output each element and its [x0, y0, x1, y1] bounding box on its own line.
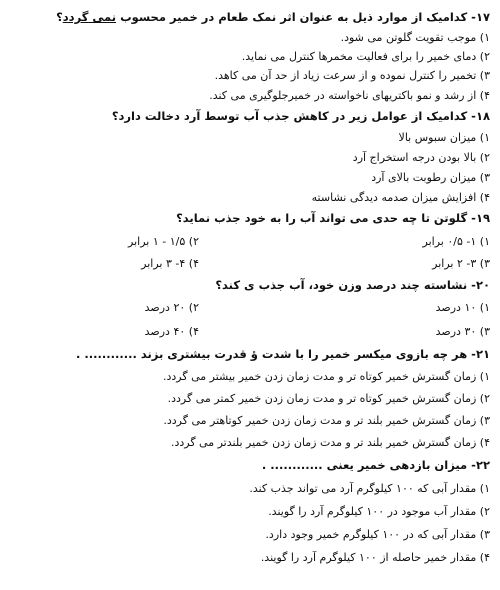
q20-option-4: ۴) ۴۰ درصد [144, 325, 199, 338]
q19-options-row-1 [8, 232, 490, 251]
question-22-title: ۲۲- میزان بازدهی خمیر یعنی ............ . [261, 458, 490, 472]
q18-option-2: ۲) بالا بودن درجه استخراج آرد [352, 151, 490, 164]
q19-option-3: ۳) ۳- ۲ برابر [432, 257, 490, 270]
q17-option-3: ۳) تخمیر را کنترل نموده و از سرعت زیاد از حد آن می کاهد. [214, 69, 490, 82]
q20-option-2: ۲) ۲۰ درصد [144, 301, 199, 314]
q17-option-2: ۲) دمای خمیر را برای فعالیت مخمرها کنترل می نماید. [241, 50, 490, 63]
question-20-title: ۲۰- نشاسته چند درصد وزن خود، آب جذب ی کند؟ [215, 278, 490, 292]
q20-option-3: ۳) ۳۰ درصد [435, 325, 490, 338]
q18-option-4: ۴) افزایش میزان صدمه دیدگی نشاسته [311, 191, 490, 204]
q19-option-4: ۴) ۴- ۳ برابر [141, 257, 199, 270]
question-18-title: ۱۸- کدامیک از عوامل زیر در کاهش جذب آب توسط آرد دخالت دارد؟ [111, 109, 490, 123]
q22-option-1: ۱) مقدار آبی که ۱۰۰ کیلوگرم آرد می تواند جذب کند. [249, 482, 490, 495]
q17-option-4: ۴) از رشد و نمو باکتریهای ناخواسته در خمیرجلوگیری می کند. [209, 89, 490, 102]
q21-option-3: ۳) زمان گسترش خمیر بلند تر و مدت زمان زدن خمیر کوتاهتر می گردد. [163, 414, 490, 427]
q21-option-4: ۴) زمان گسترش خمیر بلند تر و مدت زمان زدن خمیر بلندتر می گردد. [170, 436, 490, 449]
q19-option-1: ۱) ۱- ۰/۵ برابر [422, 235, 490, 248]
question-17-title: ۱۷- کدامیک از موارد ذیل به عنوان اثر نمک طعام در خمیر محسوب نمی گردد؟ [56, 10, 490, 24]
q19-option-2: ۲) ۱/۵ - ۱ برابر [128, 235, 199, 248]
q20-option-1: ۱) ۱۰ درصد [435, 301, 490, 314]
question-19-title: ۱۹- گلوتن تا چه حدی می تواند آب را به خود جذب نماید؟ [176, 211, 490, 225]
q18-option-3: ۳) میزان رطوبت بالای آرد [371, 171, 490, 184]
q21-option-2: ۲) زمان گسترش خمیر کوتاه تر و مدت زمان زدن خمیر کمتر می گردد. [167, 392, 490, 405]
underlined-word: نمی گردد [62, 10, 117, 24]
q22-option-4: ۴) مقدار خمیر حاصله از ۱۰۰ کیلوگرم آرد را گویند. [260, 551, 490, 564]
q19-options-row-2 [8, 254, 490, 273]
q22-option-2: ۲) مقدار آب موجود در ۱۰۰ کیلوگرم آرد را گویند. [268, 505, 490, 518]
q17-option-1: ۱) موجب تقویت گلوتن می شود. [340, 31, 490, 44]
q20-options-row-2 [8, 322, 490, 341]
q18-option-1: ۱) میزان سبوس بالا [398, 131, 490, 144]
q20-options-row-1 [8, 298, 490, 317]
q21-option-1: ۱) زمان گسترش خمیر کوتاه تر و مدت زمان زدن خمیر بیشتر می گردد. [163, 370, 490, 383]
question-21-title: ۲۱- هر چه بازوی میکسر خمیر را با شدت ؤ قدرت بیشتری بزند ............ . [76, 347, 490, 361]
q22-option-3: ۳) مقدار آبی که در ۱۰۰ کیلوگرم خمیر وجود دارد. [265, 528, 490, 541]
